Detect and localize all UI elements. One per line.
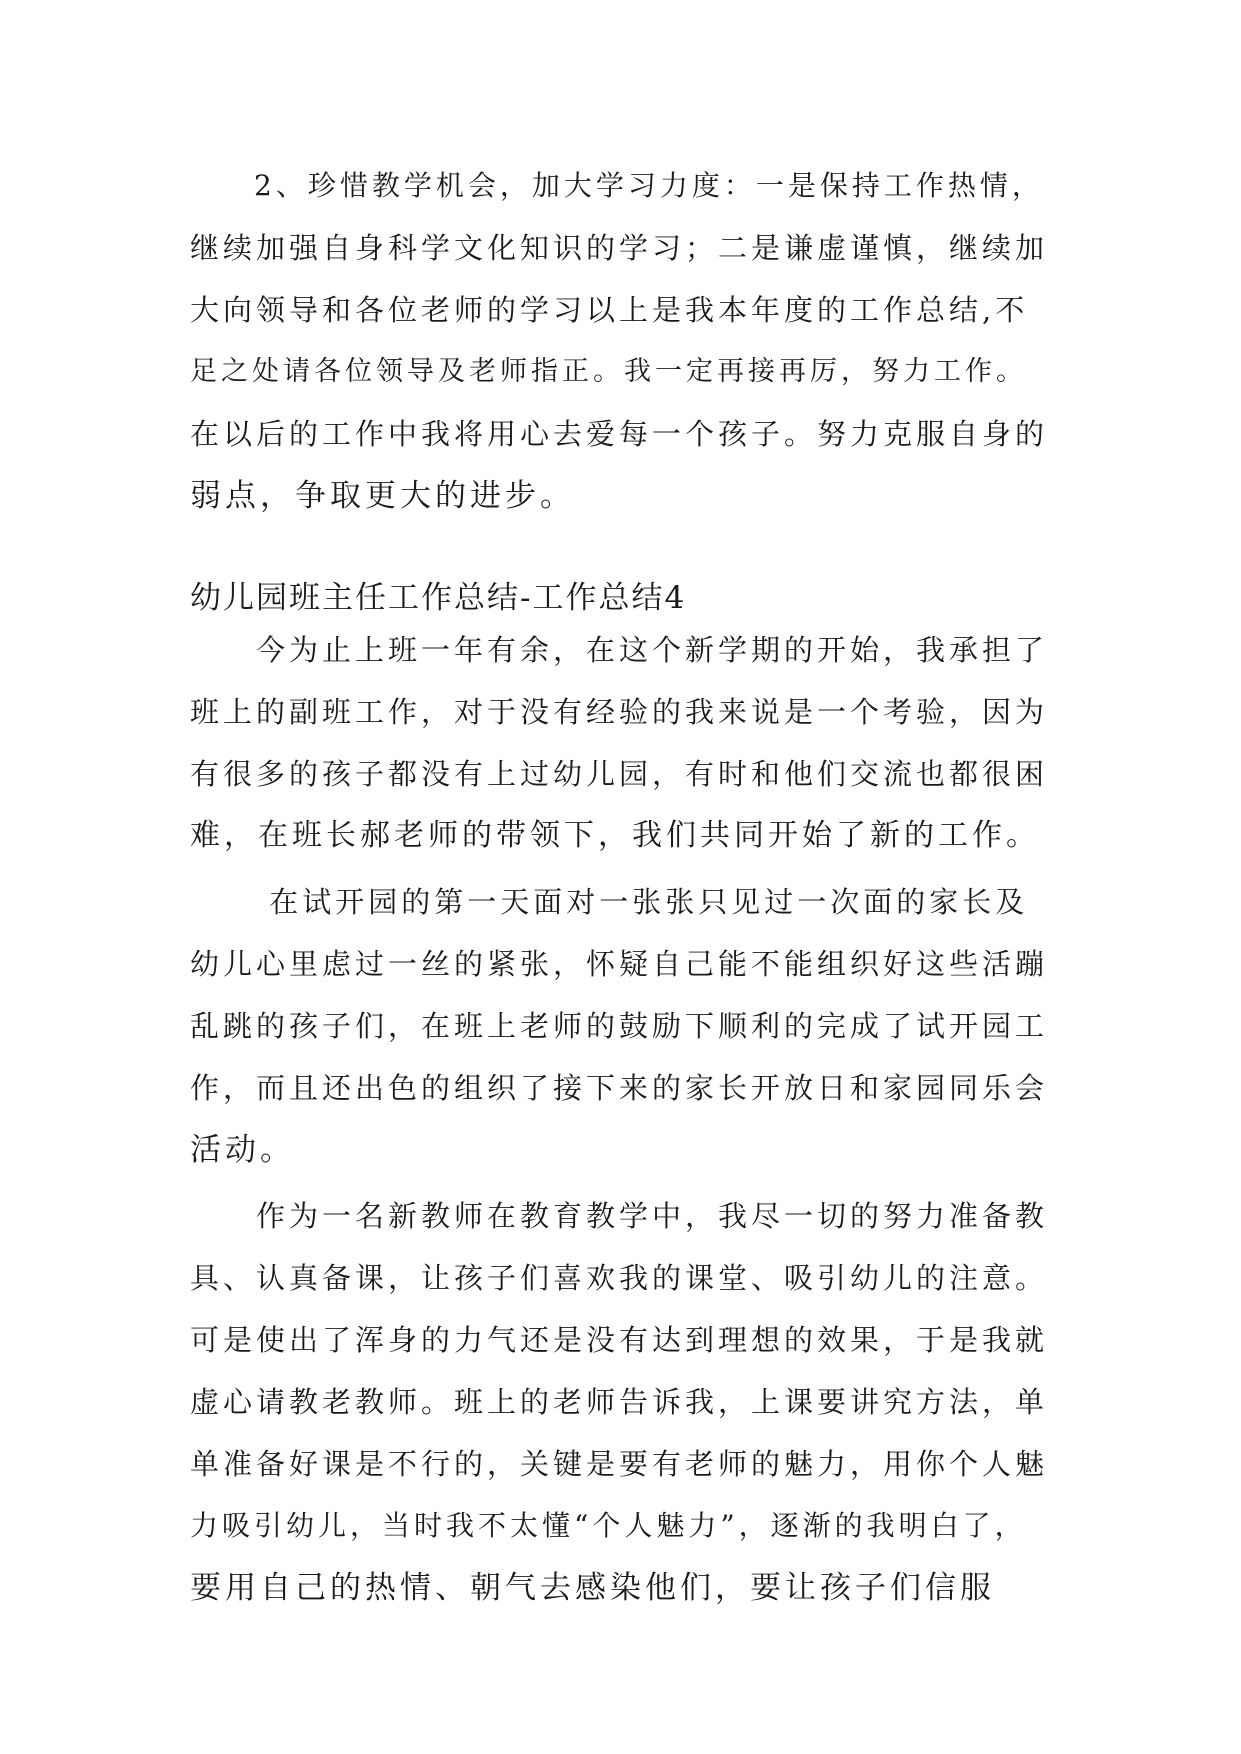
paragraph-line: 2、珍惜教学机会，加大学习力度：一是保持工作热情， <box>190 169 1044 202</box>
paragraph-line: 作，而且还出色的组织了接下来的家长开放日和家园同乐会 <box>190 1071 1049 1105</box>
paragraph-line: 幼儿心里虑过一丝的紧张，怀疑自己能不能组织好这些活蹦 <box>190 947 1049 981</box>
paragraph-line: 单准备好课是不行的，关键是要有老师的魅力，用你个人魅 <box>190 1447 1049 1481</box>
paragraph-line: 班上的副班工作，对于没有经验的我来说是一个考验，因为 <box>190 695 1049 729</box>
paragraph-line: 乱跳的孩子们，在班上老师的鼓励下顺利的完成了试开园工 <box>190 1009 1049 1043</box>
paragraph-line: 作为一名新教师在教育教学中，我尽一切的努力准备教 <box>190 1199 1049 1233</box>
paragraph-line: 继续加强自身科学文化知识的学习；二是谦虚谨慎，继续加 <box>190 231 1049 265</box>
paragraph-line: 可是使出了浑身的力气还是没有达到理想的效果，于是我就 <box>190 1323 1049 1357</box>
paragraph-line: 虚心请教老教师。班上的老师告诉我，上课要讲究方法，单 <box>190 1385 1049 1419</box>
paragraph-line: 难，在班长郝老师的带领下，我们共同开始了新的工作。 <box>190 818 1040 853</box>
paragraph-line: 大向领导和各位老师的学习以上是我本年度的工作总结,不 <box>190 293 1029 327</box>
paragraph-line: 活动。 <box>190 1132 295 1168</box>
paragraph-line: 今为止上班一年有余，在这个新学期的开始，我承担了 <box>190 633 1049 667</box>
paragraph-line: 弱点，争取更大的进步。 <box>190 478 575 514</box>
paragraph-line: 要用自己的热情、朝气去感染他们，要让孩子们信服 <box>190 1570 995 1606</box>
paragraph-line: 力吸引幼儿，当时我不太懂“个人魅力”，逐渐的我明白了， <box>190 1509 1027 1542</box>
paragraph-line: 具、认真备课，让孩子们喜欢我的课堂、吸引幼儿的注意。 <box>190 1261 1049 1295</box>
paragraph-line: 在试开园的第一天面对一张张只见过一次面的家长及 <box>190 885 1029 919</box>
paragraph-line: 有很多的孩子都没有上过幼儿园，有时和他们交流也都很困 <box>190 757 1049 791</box>
paragraph-line: 足之处请各位领导及老师指正。我一定再接再厉，努力工作。 <box>190 356 1027 387</box>
section-heading: 幼儿园班主任工作总结-工作总结4 <box>190 580 687 616</box>
paragraph-line: 在以后的工作中我将用心去爱每一个孩子。努力克服自身的 <box>190 417 1049 451</box>
